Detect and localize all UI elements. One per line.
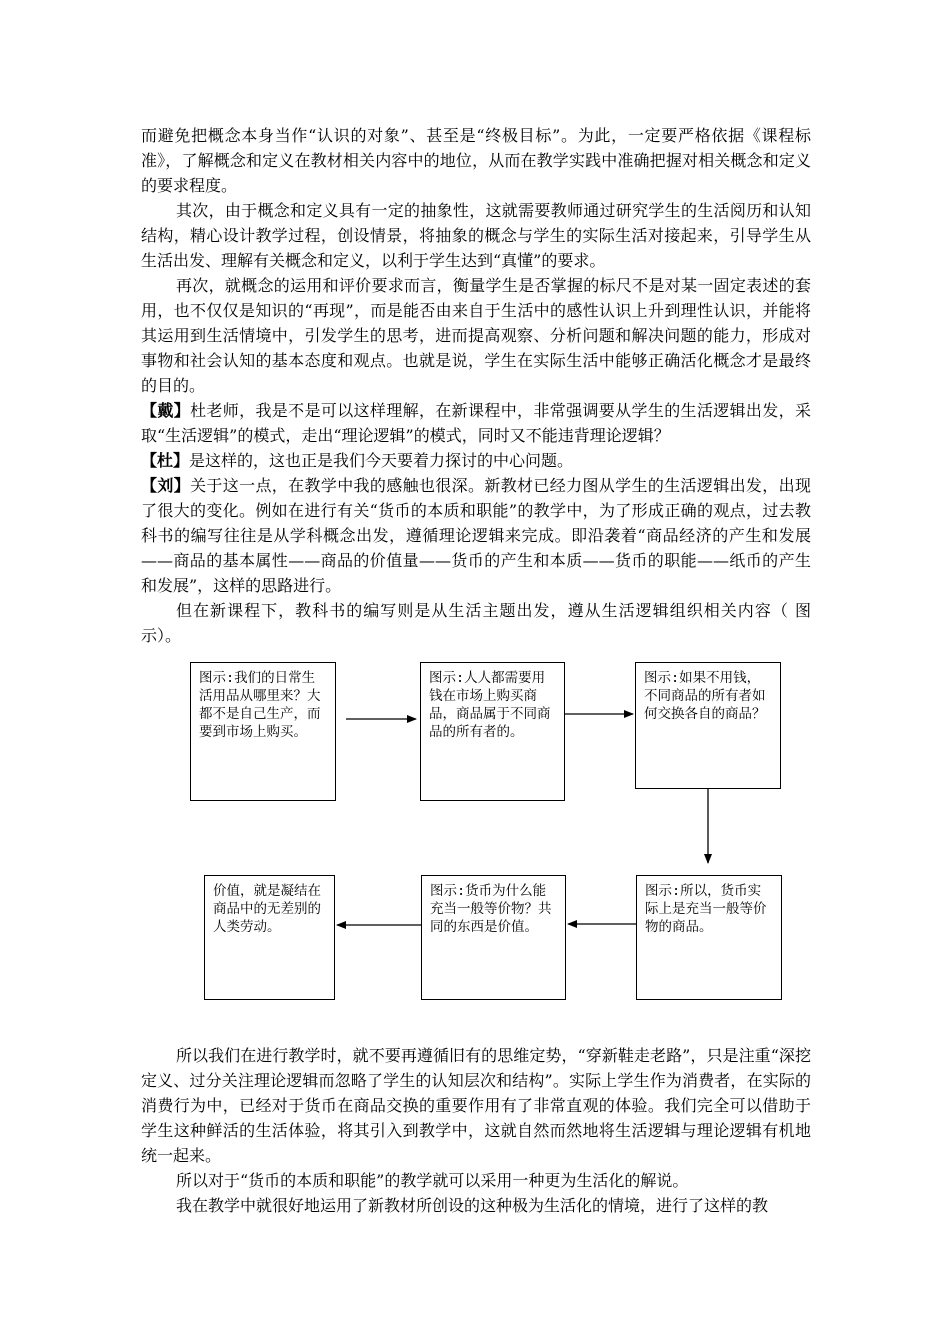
paragraph-5 [141, 448, 811, 473]
flow-box-4-text: 图示:所以，货币实际上是充当一般等价物的商品。 [645, 883, 767, 935]
paragraph-7-text: 但在新课程下，教科书的编写则是从生活主题出发，遵从生活逻辑组织相关内容（ 图示）。 [141, 601, 811, 645]
flow-box-2-text: 图示:人人都需要用钱在市场上购买商品，商品属于不同商品的所有者的。 [429, 670, 551, 740]
paragraph-7 [141, 598, 811, 648]
flow-box-6 [204, 875, 335, 1000]
flow-box-5-text: 图示:货币为什么能充当一般等价物？共同的东西是价值。 [430, 883, 552, 935]
paragraph-3-text: 再次，就概念的运用和评价要求而言，衡量学生是否掌握的标尺不是对某一固定表述的套用，也不仅仅是知识的“再现”，而是能否由来自于生活中的感性认识上升到理性认识，并能将其运用到生活情境中，引发学生的思考，进而提高观察、分析问题和解决问题的能力，形成对事物和社会认知的基本态度和观点。也就是说，学生在实际生活中能够正确活化概念才是最终的目的。 [141, 276, 811, 395]
paragraph-8 [141, 1043, 811, 1168]
flow-box-6-text: 价值，就是凝结在商品中的无差别的人类劳动。 [213, 883, 321, 935]
speaker-liu: 【刘】 [141, 476, 191, 495]
flow-box-3 [635, 662, 781, 789]
paragraph-1-text: 而避免把概念本身当作“认识的对象”、甚至是“终极目标”。为此，一定要严格依据《课程标准》，了解概念和定义在教材相关内容中的地位，从而在教学实践中准确把握对相关概念和定义的要求程度。 [141, 126, 811, 195]
flow-box-5 [421, 875, 566, 1000]
flow-box-1-text: 图示:我们的日常生活用品从哪里来？大都不是自己生产，而要到市场上购买。 [199, 670, 321, 740]
paragraph-6-text: 关于这一点，在教学中我的感触也很深。新教材已经力图从学生的生活逻辑出发，出现了很大的变化。例如在进行有关“货币的本质和职能”的教学中，为了形成正确的观点，过去教科书的编写往往是从学科概念出发，遵循理论逻辑来完成。即沿袭着“商品经济的产生和发展——商品的基本属性——商品的价值量——货币的产生和本质——货币的职能——纸币的产生和发展”，这样的思路进行。 [141, 476, 811, 595]
flow-box-2 [420, 662, 565, 801]
paragraph-2 [141, 198, 811, 273]
paragraph-10-text: 我在教学中就很好地运用了新教材所创设的这种极为生活化的情境，进行了这样的教 [176, 1196, 769, 1215]
speaker-du: 【杜】 [141, 451, 190, 470]
paragraph-2-text: 其次，由于概念和定义具有一定的抽象性，这就需要教师通过研究学生的生活阅历和认知结构，精心设计教学过程，创设情景，将抽象的概念与学生的实际生活对接起来，引导学生从生活出发、理解有关概念和定义，以利于学生达到“真懂”的要求。 [141, 201, 811, 270]
paragraph-9-text: 所以对于“货币的本质和职能”的教学就可以采用一种更为生活化的解说。 [176, 1171, 689, 1190]
speaker-dai: 【戴】 [141, 401, 191, 420]
paragraph-4-text: 杜老师，我是不是可以这样理解，在新课程中，非常强调要从学生的生活逻辑出发，采取“生活逻辑”的模式，走出“理论逻辑”的模式，同时又不能违背理论逻辑？ [141, 401, 811, 445]
paragraph-4 [141, 398, 811, 448]
paragraph-3 [141, 273, 811, 398]
paragraph-8-text: 所以我们在进行教学时，就不要再遵循旧有的思维定势，“穿新鞋走老路”，只是注重“深挖定义、过分关注理论逻辑而忽略了学生的认知层次和结构”。实际上学生作为消费者，在实际的消费行为中，已经对于货币在商品交换的重要作用有了非常直观的体验。我们完全可以借助于学生这种鲜活的生活体验，将其引入到教学中，这就自然而然地将生活逻辑与理论逻辑有机地统一起来。 [141, 1046, 811, 1165]
paragraph-6 [141, 473, 811, 598]
paragraph-10 [141, 1193, 811, 1218]
paragraph-1 [141, 123, 811, 198]
flow-box-4 [636, 875, 782, 1000]
paragraph-5-text: 是这样的，这也正是我们今天要着力探讨的中心问题。 [189, 451, 574, 470]
flow-box-1 [190, 662, 336, 801]
paragraph-9 [141, 1168, 811, 1193]
flow-box-3-text: 图示:如果不用钱，不同商品的所有者如何交换各自的商品？ [644, 670, 766, 722]
